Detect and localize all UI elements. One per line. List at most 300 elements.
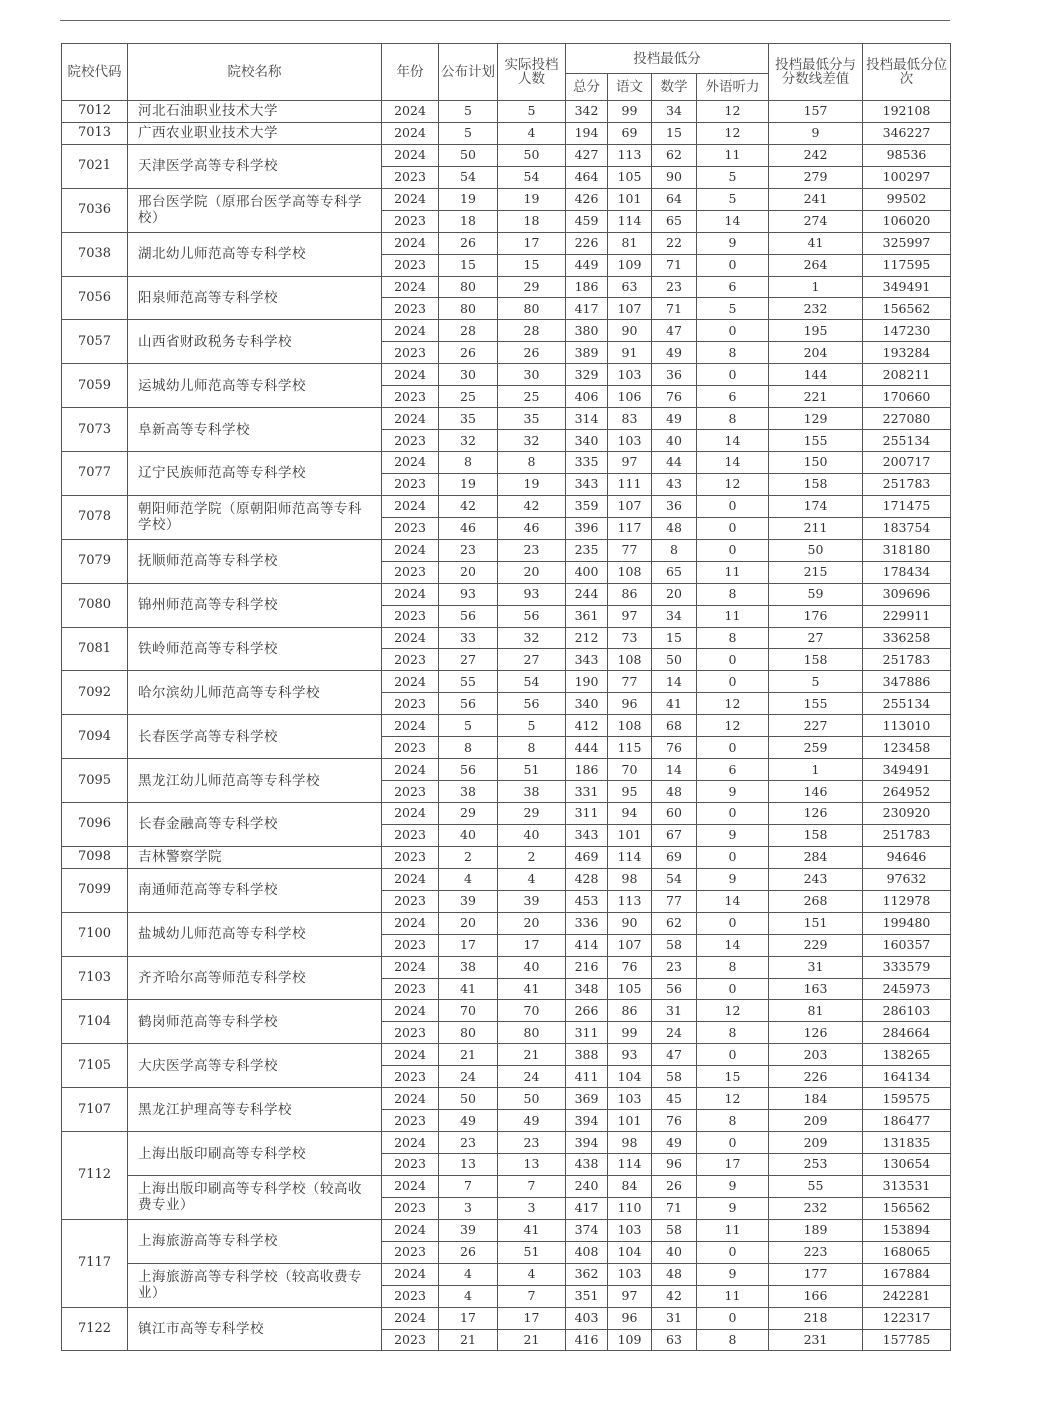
year-cell: 2023 xyxy=(382,781,439,803)
year-cell: 2023 xyxy=(382,517,439,539)
header-math: 数学 xyxy=(652,74,697,101)
total-score-cell: 343 xyxy=(566,649,608,671)
rank-cell: 112978 xyxy=(863,890,951,912)
math-score-cell: 49 xyxy=(652,1132,697,1154)
chinese-score-cell: 77 xyxy=(608,539,652,561)
school-name-cell: 辽宁民族师范高等专科学校 xyxy=(128,452,382,496)
rank-cell: 346227 xyxy=(863,122,951,144)
total-score-cell: 348 xyxy=(566,978,608,1000)
score-diff-cell: 150 xyxy=(769,452,863,474)
math-score-cell: 14 xyxy=(652,671,697,693)
rank-cell: 106020 xyxy=(863,210,951,232)
math-score-cell: 23 xyxy=(652,276,697,298)
header-chinese: 语文 xyxy=(608,74,652,101)
listening-score-cell: 0 xyxy=(697,320,769,342)
actual-cell: 56 xyxy=(498,605,566,627)
actual-cell: 3 xyxy=(498,1197,566,1219)
chinese-score-cell: 101 xyxy=(608,824,652,846)
table-row xyxy=(62,868,951,890)
math-score-cell: 47 xyxy=(652,320,697,342)
school-code-cell: 7038 xyxy=(62,232,128,276)
plan-cell: 17 xyxy=(439,1307,498,1329)
chinese-score-cell: 107 xyxy=(608,495,652,517)
total-score-cell: 190 xyxy=(566,671,608,693)
chinese-score-cell: 90 xyxy=(608,912,652,934)
actual-cell: 8 xyxy=(498,737,566,759)
listening-score-cell: 9 xyxy=(697,1175,769,1197)
score-diff-cell: 155 xyxy=(769,693,863,715)
table-row xyxy=(62,1307,951,1329)
listening-score-cell: 14 xyxy=(697,210,769,232)
rank-cell: 170660 xyxy=(863,386,951,408)
table-row xyxy=(62,846,951,868)
table-row xyxy=(62,452,951,474)
total-score-cell: 417 xyxy=(566,1197,608,1219)
math-score-cell: 26 xyxy=(652,1175,697,1197)
rank-cell: 98536 xyxy=(863,144,951,166)
plan-cell: 5 xyxy=(439,122,498,144)
year-cell: 2023 xyxy=(382,824,439,846)
plan-cell: 28 xyxy=(439,320,498,342)
score-diff-cell: 232 xyxy=(769,1197,863,1219)
year-cell: 2024 xyxy=(382,232,439,254)
school-name-cell: 湖北幼儿师范高等专科学校 xyxy=(128,232,382,276)
score-diff-cell: 264 xyxy=(769,254,863,276)
school-name-cell: 山西省财政税务专科学校 xyxy=(128,320,382,364)
school-code-cell: 7104 xyxy=(62,1000,128,1044)
plan-cell: 49 xyxy=(439,1110,498,1132)
score-diff-cell: 55 xyxy=(769,1175,863,1197)
school-name-cell: 朝阳师范学院（原朝阳师范高等专科学校） xyxy=(128,495,382,539)
math-score-cell: 44 xyxy=(652,452,697,474)
actual-cell: 19 xyxy=(498,188,566,210)
actual-cell: 40 xyxy=(498,956,566,978)
school-code-cell: 7095 xyxy=(62,759,128,803)
rank-cell: 349491 xyxy=(863,276,951,298)
total-score-cell: 411 xyxy=(566,1066,608,1088)
total-score-cell: 449 xyxy=(566,254,608,276)
rank-cell: 286103 xyxy=(863,1000,951,1022)
actual-cell: 80 xyxy=(498,1022,566,1044)
rank-cell: 171475 xyxy=(863,495,951,517)
chinese-score-cell: 98 xyxy=(608,1132,652,1154)
school-code-cell: 7096 xyxy=(62,803,128,847)
table-row xyxy=(62,759,951,781)
plan-cell: 4 xyxy=(439,868,498,890)
chinese-score-cell: 108 xyxy=(608,561,652,583)
year-cell: 2024 xyxy=(382,1000,439,1022)
year-cell: 2024 xyxy=(382,188,439,210)
chinese-score-cell: 76 xyxy=(608,956,652,978)
score-diff-cell: 50 xyxy=(769,539,863,561)
score-diff-cell: 259 xyxy=(769,737,863,759)
total-score-cell: 427 xyxy=(566,144,608,166)
listening-score-cell: 17 xyxy=(697,1154,769,1176)
rank-cell: 347886 xyxy=(863,671,951,693)
year-cell: 2024 xyxy=(382,671,439,693)
rank-cell: 227080 xyxy=(863,408,951,430)
school-code-cell: 7021 xyxy=(62,144,128,188)
actual-cell: 29 xyxy=(498,803,566,825)
table-row xyxy=(62,912,951,934)
plan-cell: 25 xyxy=(439,386,498,408)
year-cell: 2023 xyxy=(382,298,439,320)
actual-cell: 32 xyxy=(498,430,566,452)
rank-cell: 159575 xyxy=(863,1088,951,1110)
total-score-cell: 374 xyxy=(566,1219,608,1241)
score-diff-cell: 232 xyxy=(769,298,863,320)
year-cell: 2023 xyxy=(382,846,439,868)
school-name-cell: 长春金融高等专科学校 xyxy=(128,803,382,847)
rank-cell: 178434 xyxy=(863,561,951,583)
total-score-cell: 459 xyxy=(566,210,608,232)
total-score-cell: 406 xyxy=(566,386,608,408)
score-diff-cell: 195 xyxy=(769,320,863,342)
total-score-cell: 417 xyxy=(566,298,608,320)
year-cell: 2024 xyxy=(382,539,439,561)
chinese-score-cell: 63 xyxy=(608,276,652,298)
rank-cell: 199480 xyxy=(863,912,951,934)
actual-cell: 50 xyxy=(498,144,566,166)
listening-score-cell: 12 xyxy=(697,693,769,715)
rank-cell: 193284 xyxy=(863,342,951,364)
chinese-score-cell: 93 xyxy=(608,1044,652,1066)
listening-score-cell: 0 xyxy=(697,539,769,561)
chinese-score-cell: 69 xyxy=(608,122,652,144)
total-score-cell: 359 xyxy=(566,495,608,517)
year-cell: 2023 xyxy=(382,737,439,759)
math-score-cell: 15 xyxy=(652,627,697,649)
total-score-cell: 266 xyxy=(566,1000,608,1022)
chinese-score-cell: 99 xyxy=(608,101,652,123)
rank-cell: 192108 xyxy=(863,101,951,123)
chinese-score-cell: 114 xyxy=(608,846,652,868)
score-diff-cell: 27 xyxy=(769,627,863,649)
score-diff-cell: 253 xyxy=(769,1154,863,1176)
year-cell: 2023 xyxy=(382,1285,439,1307)
listening-score-cell: 0 xyxy=(697,803,769,825)
chinese-score-cell: 105 xyxy=(608,978,652,1000)
chinese-score-cell: 110 xyxy=(608,1197,652,1219)
total-score-cell: 453 xyxy=(566,890,608,912)
math-score-cell: 47 xyxy=(652,1044,697,1066)
school-code-cell: 7036 xyxy=(62,188,128,232)
math-score-cell: 31 xyxy=(652,1307,697,1329)
table-row xyxy=(62,1132,951,1154)
math-score-cell: 49 xyxy=(652,408,697,430)
plan-cell: 33 xyxy=(439,627,498,649)
plan-cell: 26 xyxy=(439,342,498,364)
math-score-cell: 76 xyxy=(652,1110,697,1132)
math-score-cell: 43 xyxy=(652,473,697,495)
listening-score-cell: 12 xyxy=(697,715,769,737)
chinese-score-cell: 99 xyxy=(608,1022,652,1044)
total-score-cell: 235 xyxy=(566,539,608,561)
chinese-score-cell: 97 xyxy=(608,1285,652,1307)
actual-cell: 32 xyxy=(498,627,566,649)
total-score-cell: 335 xyxy=(566,452,608,474)
actual-cell: 23 xyxy=(498,539,566,561)
actual-cell: 26 xyxy=(498,342,566,364)
chinese-score-cell: 103 xyxy=(608,364,652,386)
rank-cell: 309696 xyxy=(863,583,951,605)
score-diff-cell: 243 xyxy=(769,868,863,890)
total-score-cell: 469 xyxy=(566,846,608,868)
rank-cell: 313531 xyxy=(863,1175,951,1197)
listening-score-cell: 8 xyxy=(697,583,769,605)
plan-cell: 40 xyxy=(439,824,498,846)
plan-cell: 13 xyxy=(439,1154,498,1176)
actual-cell: 51 xyxy=(498,1241,566,1263)
rank-cell: 113010 xyxy=(863,715,951,737)
total-score-cell: 394 xyxy=(566,1132,608,1154)
table-row xyxy=(62,276,951,298)
year-cell: 2023 xyxy=(382,649,439,671)
score-diff-cell: 218 xyxy=(769,1307,863,1329)
math-score-cell: 68 xyxy=(652,715,697,737)
table-row xyxy=(62,671,951,693)
school-code-cell: 7081 xyxy=(62,627,128,671)
rank-cell: 97632 xyxy=(863,868,951,890)
actual-cell: 40 xyxy=(498,824,566,846)
table-row xyxy=(62,144,951,166)
actual-cell: 2 xyxy=(498,846,566,868)
listening-score-cell: 14 xyxy=(697,452,769,474)
table-row xyxy=(62,1000,951,1022)
actual-cell: 41 xyxy=(498,1219,566,1241)
school-name-cell: 铁岭师范高等专科学校 xyxy=(128,627,382,671)
rank-cell: 242281 xyxy=(863,1285,951,1307)
year-cell: 2024 xyxy=(382,912,439,934)
math-score-cell: 71 xyxy=(652,254,697,276)
rank-cell: 168065 xyxy=(863,1241,951,1263)
listening-score-cell: 0 xyxy=(697,495,769,517)
actual-cell: 21 xyxy=(498,1329,566,1351)
plan-cell: 20 xyxy=(439,912,498,934)
chinese-score-cell: 109 xyxy=(608,1329,652,1351)
score-diff-cell: 221 xyxy=(769,386,863,408)
chinese-score-cell: 101 xyxy=(608,188,652,210)
rank-cell: 94646 xyxy=(863,846,951,868)
plan-cell: 39 xyxy=(439,890,498,912)
listening-score-cell: 0 xyxy=(697,1241,769,1263)
math-score-cell: 69 xyxy=(652,846,697,868)
header-plan: 公布计划 xyxy=(439,44,498,101)
math-score-cell: 34 xyxy=(652,101,697,123)
chinese-score-cell: 104 xyxy=(608,1241,652,1263)
school-name-cell: 黑龙江幼儿师范高等专科学校 xyxy=(128,759,382,803)
chinese-score-cell: 98 xyxy=(608,868,652,890)
listening-score-cell: 0 xyxy=(697,978,769,1000)
total-score-cell: 343 xyxy=(566,824,608,846)
listening-score-cell: 12 xyxy=(697,1000,769,1022)
rank-cell: 123458 xyxy=(863,737,951,759)
plan-cell: 15 xyxy=(439,254,498,276)
school-code-cell: 7122 xyxy=(62,1307,128,1351)
admission-score-table xyxy=(61,43,951,1351)
actual-cell: 4 xyxy=(498,868,566,890)
year-cell: 2023 xyxy=(382,1022,439,1044)
math-score-cell: 34 xyxy=(652,605,697,627)
school-name-cell: 长春医学高等专科学校 xyxy=(128,715,382,759)
score-diff-cell: 268 xyxy=(769,890,863,912)
score-diff-cell: 242 xyxy=(769,144,863,166)
school-name-cell: 抚顺师范高等专科学校 xyxy=(128,539,382,583)
math-score-cell: 71 xyxy=(652,298,697,320)
listening-score-cell: 11 xyxy=(697,1285,769,1307)
plan-cell: 18 xyxy=(439,210,498,232)
table-row xyxy=(62,364,951,386)
listening-score-cell: 12 xyxy=(697,101,769,123)
total-score-cell: 400 xyxy=(566,561,608,583)
header-name: 院校名称 xyxy=(128,44,382,101)
score-diff-cell: 209 xyxy=(769,1110,863,1132)
score-diff-cell: 274 xyxy=(769,210,863,232)
actual-cell: 17 xyxy=(498,232,566,254)
year-cell: 2023 xyxy=(382,1329,439,1351)
score-diff-cell: 81 xyxy=(769,1000,863,1022)
math-score-cell: 76 xyxy=(652,386,697,408)
school-code-cell: 7117 xyxy=(62,1219,128,1307)
year-cell: 2023 xyxy=(382,342,439,364)
math-score-cell: 22 xyxy=(652,232,697,254)
plan-cell: 5 xyxy=(439,101,498,123)
plan-cell: 8 xyxy=(439,737,498,759)
score-diff-cell: 155 xyxy=(769,430,863,452)
listening-score-cell: 8 xyxy=(697,1110,769,1132)
plan-cell: 30 xyxy=(439,364,498,386)
chinese-score-cell: 77 xyxy=(608,671,652,693)
actual-cell: 56 xyxy=(498,693,566,715)
listening-score-cell: 0 xyxy=(697,737,769,759)
plan-cell: 54 xyxy=(439,166,498,188)
listening-score-cell: 9 xyxy=(697,1263,769,1285)
rank-cell: 230920 xyxy=(863,803,951,825)
math-score-cell: 42 xyxy=(652,1285,697,1307)
listening-score-cell: 0 xyxy=(697,1307,769,1329)
total-score-cell: 186 xyxy=(566,759,608,781)
header-rank: 投档最低分位次 xyxy=(863,44,951,101)
score-diff-cell: 241 xyxy=(769,188,863,210)
chinese-score-cell: 103 xyxy=(608,430,652,452)
school-name-cell: 齐齐哈尔高等师范专科学校 xyxy=(128,956,382,1000)
plan-cell: 46 xyxy=(439,517,498,539)
math-score-cell: 58 xyxy=(652,934,697,956)
chinese-score-cell: 90 xyxy=(608,320,652,342)
table-row xyxy=(62,232,951,254)
chinese-score-cell: 91 xyxy=(608,342,652,364)
actual-cell: 70 xyxy=(498,1000,566,1022)
math-score-cell: 65 xyxy=(652,210,697,232)
chinese-score-cell: 117 xyxy=(608,517,652,539)
total-score-cell: 331 xyxy=(566,781,608,803)
score-diff-cell: 203 xyxy=(769,1044,863,1066)
school-code-cell: 7099 xyxy=(62,868,128,912)
score-diff-cell: 211 xyxy=(769,517,863,539)
school-name-cell: 广西农业职业技术大学 xyxy=(128,122,382,144)
year-cell: 2024 xyxy=(382,1307,439,1329)
year-cell: 2024 xyxy=(382,144,439,166)
year-cell: 2023 xyxy=(382,473,439,495)
listening-score-cell: 11 xyxy=(697,144,769,166)
actual-cell: 20 xyxy=(498,912,566,934)
score-diff-cell: 146 xyxy=(769,781,863,803)
total-score-cell: 361 xyxy=(566,605,608,627)
listening-score-cell: 8 xyxy=(697,956,769,978)
plan-cell: 20 xyxy=(439,561,498,583)
year-cell: 2024 xyxy=(382,759,439,781)
year-cell: 2024 xyxy=(382,276,439,298)
year-cell: 2024 xyxy=(382,627,439,649)
score-diff-cell: 166 xyxy=(769,1285,863,1307)
listening-score-cell: 0 xyxy=(697,846,769,868)
listening-score-cell: 6 xyxy=(697,386,769,408)
plan-cell: 38 xyxy=(439,781,498,803)
chinese-score-cell: 101 xyxy=(608,1110,652,1132)
rank-cell: 156562 xyxy=(863,298,951,320)
chinese-score-cell: 103 xyxy=(608,1263,652,1285)
table-row xyxy=(62,1263,951,1285)
total-score-cell: 336 xyxy=(566,912,608,934)
total-score-cell: 342 xyxy=(566,101,608,123)
chinese-score-cell: 104 xyxy=(608,1066,652,1088)
score-diff-cell: 158 xyxy=(769,649,863,671)
chinese-score-cell: 108 xyxy=(608,649,652,671)
table-body xyxy=(62,101,951,1351)
chinese-score-cell: 107 xyxy=(608,934,652,956)
listening-score-cell: 14 xyxy=(697,430,769,452)
plan-cell: 3 xyxy=(439,1197,498,1219)
year-cell: 2024 xyxy=(382,122,439,144)
math-score-cell: 40 xyxy=(652,430,697,452)
header-diff: 投档最低分与分数线差值 xyxy=(769,44,863,101)
year-cell: 2024 xyxy=(382,868,439,890)
plan-cell: 17 xyxy=(439,934,498,956)
school-code-cell: 7100 xyxy=(62,912,128,956)
actual-cell: 24 xyxy=(498,1066,566,1088)
table-row xyxy=(62,408,951,430)
plan-cell: 38 xyxy=(439,956,498,978)
score-diff-cell: 5 xyxy=(769,671,863,693)
school-code-cell: 7012 xyxy=(62,101,128,123)
actual-cell: 46 xyxy=(498,517,566,539)
year-cell: 2023 xyxy=(382,254,439,276)
school-code-cell: 7103 xyxy=(62,956,128,1000)
chinese-score-cell: 115 xyxy=(608,737,652,759)
score-diff-cell: 204 xyxy=(769,342,863,364)
table-row xyxy=(62,320,951,342)
math-score-cell: 48 xyxy=(652,517,697,539)
listening-score-cell: 9 xyxy=(697,781,769,803)
chinese-score-cell: 106 xyxy=(608,386,652,408)
score-diff-cell: 223 xyxy=(769,1241,863,1263)
listening-score-cell: 6 xyxy=(697,759,769,781)
math-score-cell: 48 xyxy=(652,781,697,803)
chinese-score-cell: 105 xyxy=(608,166,652,188)
total-score-cell: 194 xyxy=(566,122,608,144)
school-code-cell: 7105 xyxy=(62,1044,128,1088)
math-score-cell: 20 xyxy=(652,583,697,605)
total-score-cell: 444 xyxy=(566,737,608,759)
total-score-cell: 369 xyxy=(566,1088,608,1110)
plan-cell: 21 xyxy=(439,1329,498,1351)
score-diff-cell: 129 xyxy=(769,408,863,430)
year-cell: 2024 xyxy=(382,1219,439,1241)
rank-cell: 164134 xyxy=(863,1066,951,1088)
school-name-cell: 河北石油职业技术大学 xyxy=(128,101,382,123)
year-cell: 2024 xyxy=(382,408,439,430)
plan-cell: 26 xyxy=(439,1241,498,1263)
